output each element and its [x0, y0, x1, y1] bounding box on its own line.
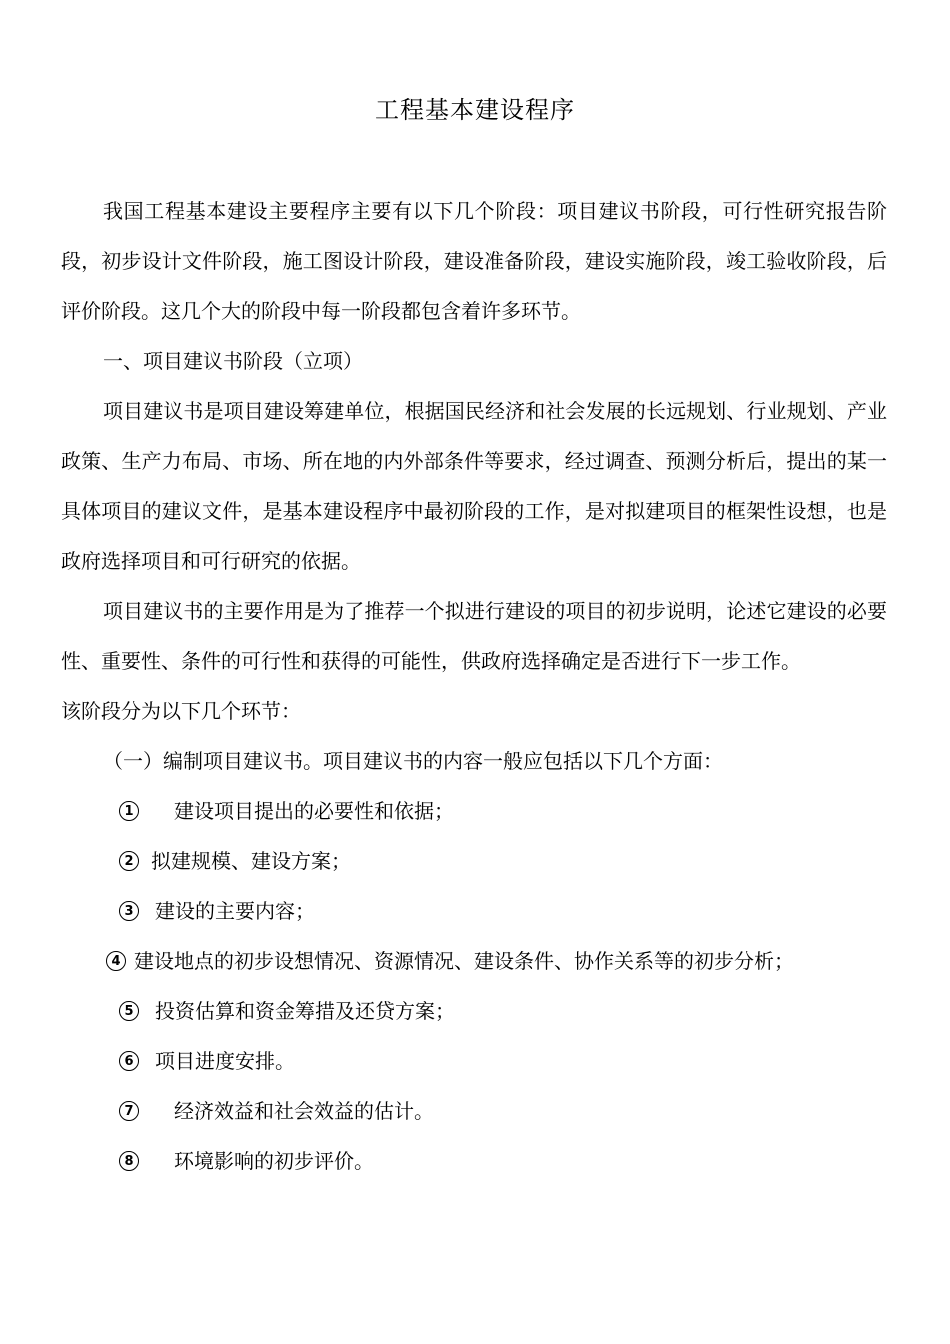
list-item-text: 项目进度安排。 [155, 1049, 295, 1073]
list-item-text: 建设的主要内容； [155, 899, 315, 923]
list-item-text: 经济效益和社会效益的估计。 [174, 1099, 434, 1123]
definition-paragraph: 项目建议书是项目建设筹建单位，根据国民经济和社会发展的长远规划、行业规划、产业政策、生产力布局、市场、所在地的内外部条件等要求，经过调查、预测分析后，提出的某一具体项目的建议文件，是基本建设程序中最初阶段的工作，是对拟建项目的框架性设想，也是政府选择项目和可行研究的依据。 [61, 399, 887, 573]
circled-number-icon: 5 [119, 1001, 139, 1021]
list-item [61, 1136, 887, 1186]
circled-number-icon: 2 [119, 851, 139, 871]
list-item [61, 986, 887, 1036]
page-title: 工程基本建设程序 [375, 96, 575, 124]
list-item-text: 建设地点的初步设想情况、资源情况、建设条件、协作关系等的初步分析； [134, 949, 794, 973]
circled-number-icon: 3 [119, 901, 139, 921]
section-heading-project-proposal: 一、项目建议书阶段（立项） [103, 349, 363, 373]
content-list [61, 786, 887, 1186]
list-item [61, 836, 887, 886]
list-item-text: 建设项目提出的必要性和依据； [174, 799, 454, 823]
purpose-paragraph: 项目建议书的主要作用是为了推荐一个拟进行建设的项目的初步说明，论述它建设的必要性、重要性、条件的可行性和获得的可能性，供政府选择确定是否进行下一步工作。 [61, 599, 887, 673]
list-item [61, 886, 887, 936]
list-item-text: 拟建规模、建设方案； [151, 849, 351, 873]
circled-number-icon: 4 [106, 951, 126, 971]
circled-number-icon: 1 [119, 801, 139, 821]
list-item-text: 投资估算和资金筹措及还贷方案； [155, 999, 455, 1023]
list-item [61, 1086, 887, 1136]
list-item [61, 936, 887, 986]
list-item [61, 1036, 887, 1086]
document-body [61, 186, 887, 1186]
list-item [61, 786, 887, 836]
stage-intro-paragraph: 该阶段分为以下几个环节： [61, 699, 301, 723]
intro-paragraph: 我国工程基本建设主要程序主要有以下几个阶段：项目建议书阶段，可行性研究报告阶段，初步设计文件阶段，施工图设计阶段，建设准备阶段，建设实施阶段，竣工验收阶段，后评价阶段。这几个大的阶段中每一阶段都包含着许多环节。 [61, 199, 887, 323]
list-item-text: 环境影响的初步评价。 [174, 1149, 374, 1173]
circled-number-icon: 7 [119, 1101, 139, 1121]
circled-number-icon: 8 [119, 1151, 139, 1171]
subsection-heading-compile-proposal: （一）编制项目建议书。项目建议书的内容一般应包括以下几个方面： [103, 749, 723, 773]
circled-number-icon: 6 [119, 1051, 139, 1071]
